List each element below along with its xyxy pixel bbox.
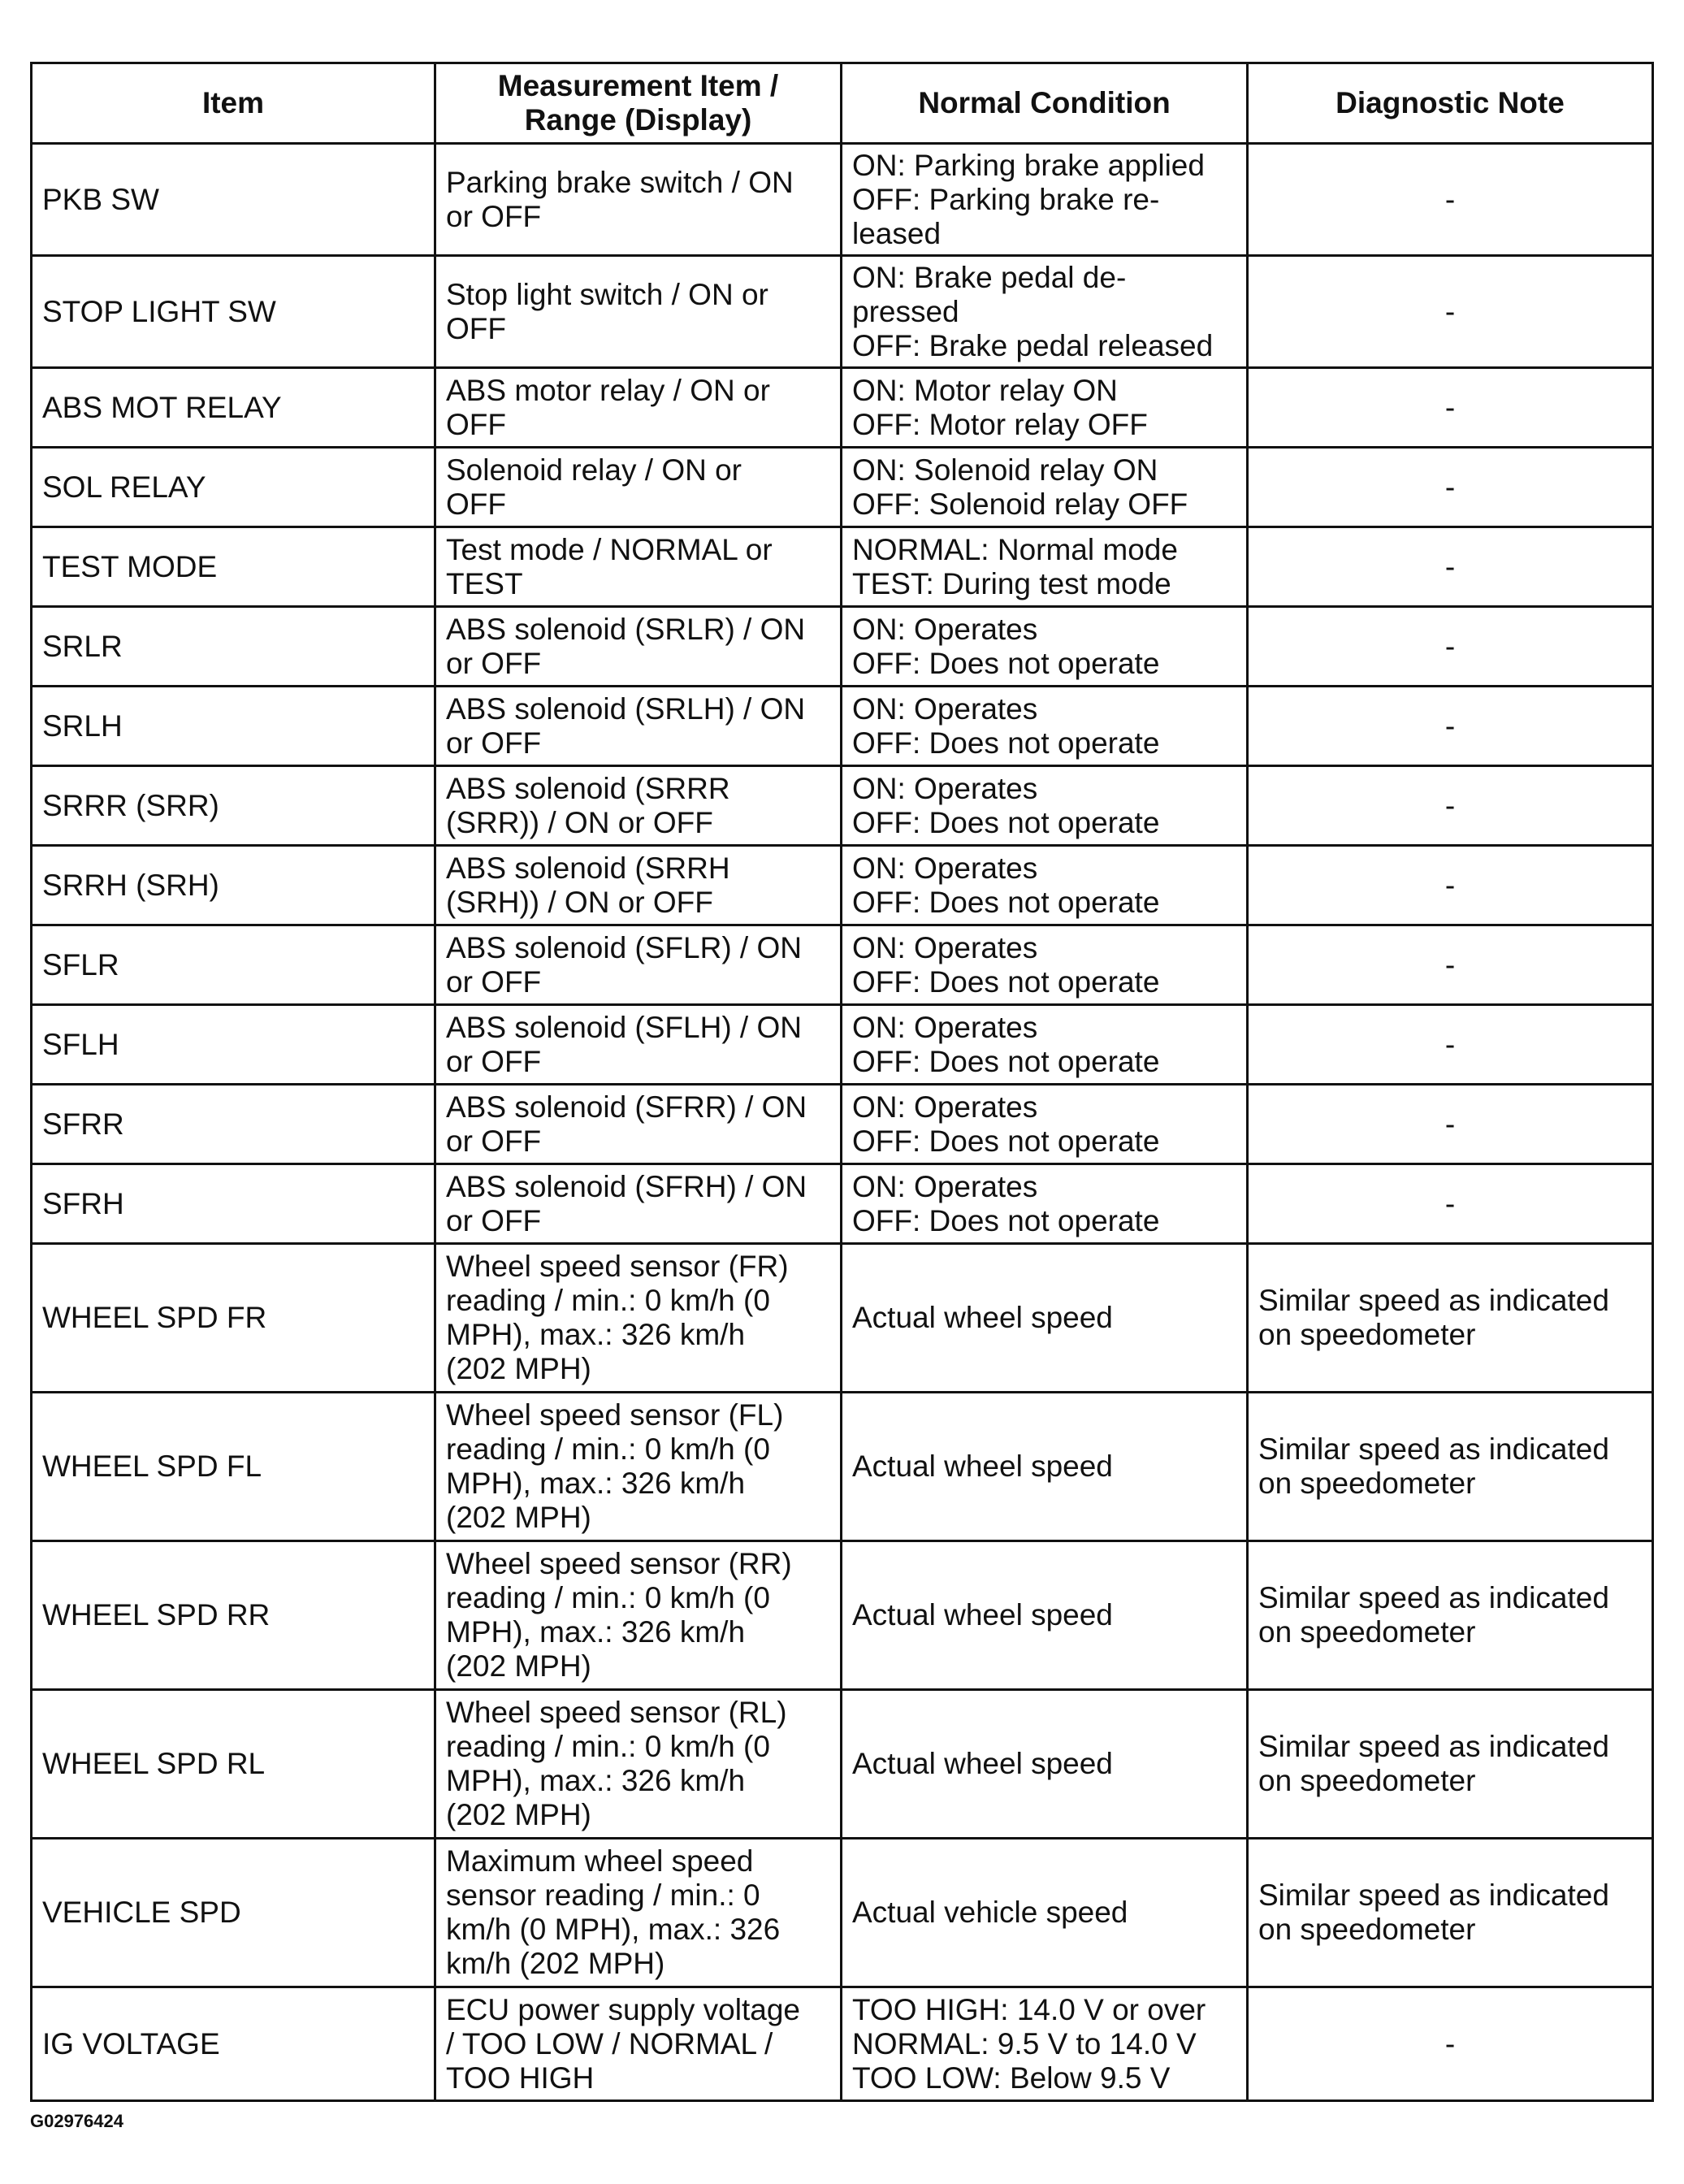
table-header-row	[32, 63, 1653, 144]
cell-diagnostic-note: -	[1248, 448, 1653, 527]
table-row	[32, 256, 1653, 368]
cell-normal-condition: Actual wheel speed	[842, 1244, 1248, 1393]
table-row	[32, 1164, 1653, 1244]
cell-measurement: Parking brake switch / ON or OFF	[435, 144, 842, 256]
cell-measurement: ABS motor relay / ON or OFF	[435, 368, 842, 448]
cell-measurement: ECU power supply voltage / TOO LOW / NORMAL / TOO HIGH	[435, 1987, 842, 2101]
cell-item: IG VOLTAGE	[32, 1987, 435, 2101]
header-normal-condition: Normal Condition	[842, 63, 1248, 144]
cell-normal-condition: ON: Motor relay ON OFF: Motor relay OFF	[842, 368, 1248, 448]
table-row	[32, 368, 1653, 448]
cell-normal-condition: ON: Operates OFF: Does not operate	[842, 1005, 1248, 1085]
cell-measurement: Solenoid relay / ON or OFF	[435, 448, 842, 527]
header-diagnostic-note: Diagnostic Note	[1248, 63, 1653, 144]
cell-measurement: Wheel speed sensor (RR) reading / min.: 0 km/h (0 MPH), max.: 326 km/h (202 MPH)	[435, 1541, 842, 1690]
table-row	[32, 1085, 1653, 1164]
table-row	[32, 925, 1653, 1005]
cell-diagnostic-note: -	[1248, 527, 1653, 607]
figure-code: G02976424	[30, 2111, 123, 2131]
cell-item: WHEEL SPD FR	[32, 1244, 435, 1393]
table-row	[32, 448, 1653, 527]
cell-item: SRLR	[32, 607, 435, 687]
cell-measurement: Maximum wheel speed sensor reading / min.: 0 km/h (0 MPH), max.: 326 km/h (202 MPH)	[435, 1839, 842, 1987]
cell-item: WHEEL SPD FL	[32, 1393, 435, 1541]
table-body	[32, 144, 1653, 2101]
cell-item: SFRR	[32, 1085, 435, 1164]
cell-item: TEST MODE	[32, 527, 435, 607]
diagnostic-data-table	[30, 62, 1654, 2102]
cell-diagnostic-note: -	[1248, 1085, 1653, 1164]
cell-normal-condition: ON: Operates OFF: Does not operate	[842, 687, 1248, 766]
cell-diagnostic-note: -	[1248, 1987, 1653, 2101]
cell-measurement: ABS solenoid (SFLR) / ON or OFF	[435, 925, 842, 1005]
cell-measurement: Wheel speed sensor (RL) reading / min.: 0 km/h (0 MPH), max.: 326 km/h (202 MPH)	[435, 1690, 842, 1839]
table-row	[32, 766, 1653, 846]
cell-measurement: ABS solenoid (SFRR) / ON or OFF	[435, 1085, 842, 1164]
cell-diagnostic-note: -	[1248, 368, 1653, 448]
cell-diagnostic-note: -	[1248, 256, 1653, 368]
cell-diagnostic-note: Similar speed as indicated on speedometer	[1248, 1690, 1653, 1839]
table-row	[32, 687, 1653, 766]
cell-normal-condition: NORMAL: Normal mode TEST: During test mode	[842, 527, 1248, 607]
table-row	[32, 1987, 1653, 2101]
cell-diagnostic-note: -	[1248, 1005, 1653, 1085]
table-row	[32, 1005, 1653, 1085]
cell-diagnostic-note: -	[1248, 144, 1653, 256]
cell-normal-condition: ON: Brake pedal de- pressed OFF: Brake pedal released	[842, 256, 1248, 368]
cell-measurement: Stop light switch / ON or OFF	[435, 256, 842, 368]
cell-normal-condition: ON: Operates OFF: Does not operate	[842, 1085, 1248, 1164]
table-row	[32, 1690, 1653, 1839]
cell-normal-condition: Actual wheel speed	[842, 1690, 1248, 1839]
table-row	[32, 607, 1653, 687]
cell-diagnostic-note: Similar speed as indicated on speedometer	[1248, 1541, 1653, 1690]
header-item: Item	[32, 63, 435, 144]
cell-item: STOP LIGHT SW	[32, 256, 435, 368]
cell-diagnostic-note: -	[1248, 607, 1653, 687]
cell-normal-condition: ON: Operates OFF: Does not operate	[842, 846, 1248, 925]
cell-diagnostic-note: -	[1248, 925, 1653, 1005]
cell-item: WHEEL SPD RR	[32, 1541, 435, 1690]
cell-item: SFLR	[32, 925, 435, 1005]
cell-diagnostic-note: -	[1248, 766, 1653, 846]
table-row	[32, 1839, 1653, 1987]
cell-diagnostic-note: -	[1248, 846, 1653, 925]
cell-item: SFRH	[32, 1164, 435, 1244]
table-row	[32, 1541, 1653, 1690]
cell-measurement: Wheel speed sensor (FR) reading / min.: 0 km/h (0 MPH), max.: 326 km/h (202 MPH)	[435, 1244, 842, 1393]
cell-normal-condition: Actual wheel speed	[842, 1541, 1248, 1690]
cell-measurement: Wheel speed sensor (FL) reading / min.: 0 km/h (0 MPH), max.: 326 km/h (202 MPH)	[435, 1393, 842, 1541]
cell-diagnostic-note: -	[1248, 1164, 1653, 1244]
cell-item: WHEEL SPD RL	[32, 1690, 435, 1839]
cell-normal-condition: ON: Solenoid relay ON OFF: Solenoid relay OFF	[842, 448, 1248, 527]
cell-normal-condition: ON: Operates OFF: Does not operate	[842, 925, 1248, 1005]
table-row	[32, 1393, 1653, 1541]
cell-diagnostic-note: Similar speed as indicated on speedometer	[1248, 1393, 1653, 1541]
document-sheet	[30, 62, 1652, 2102]
cell-item: SRLH	[32, 687, 435, 766]
cell-normal-condition: ON: Operates OFF: Does not operate	[842, 1164, 1248, 1244]
cell-normal-condition: TOO HIGH: 14.0 V or over NORMAL: 9.5 V to 14.0 V TOO LOW: Below 9.5 V	[842, 1987, 1248, 2101]
cell-item: PKB SW	[32, 144, 435, 256]
cell-diagnostic-note: Similar speed as indicated on speedometer	[1248, 1244, 1653, 1393]
cell-measurement: ABS solenoid (SRRH (SRH)) / ON or OFF	[435, 846, 842, 925]
cell-normal-condition: ON: Parking brake applied OFF: Parking brake re- leased	[842, 144, 1248, 256]
cell-normal-condition: ON: Operates OFF: Does not operate	[842, 607, 1248, 687]
cell-measurement: ABS solenoid (SFRH) / ON or OFF	[435, 1164, 842, 1244]
table-row	[32, 527, 1653, 607]
cell-item: SRRH (SRH)	[32, 846, 435, 925]
cell-item: VEHICLE SPD	[32, 1839, 435, 1987]
cell-item: SFLH	[32, 1005, 435, 1085]
cell-normal-condition: Actual wheel speed	[842, 1393, 1248, 1541]
cell-measurement: ABS solenoid (SRRR (SRR)) / ON or OFF	[435, 766, 842, 846]
cell-measurement: ABS solenoid (SFLH) / ON or OFF	[435, 1005, 842, 1085]
cell-measurement: ABS solenoid (SRLR) / ON or OFF	[435, 607, 842, 687]
header-measurement-item: Measurement Item / Range (Display)	[435, 63, 842, 144]
cell-measurement: ABS solenoid (SRLH) / ON or OFF	[435, 687, 842, 766]
table-row	[32, 1244, 1653, 1393]
table-row	[32, 846, 1653, 925]
cell-diagnostic-note: -	[1248, 687, 1653, 766]
table-row	[32, 144, 1653, 256]
cell-item: SOL RELAY	[32, 448, 435, 527]
cell-normal-condition: ON: Operates OFF: Does not operate	[842, 766, 1248, 846]
cell-diagnostic-note: Similar speed as indicated on speedometer	[1248, 1839, 1653, 1987]
cell-item: SRRR (SRR)	[32, 766, 435, 846]
cell-measurement: Test mode / NORMAL or TEST	[435, 527, 842, 607]
cell-normal-condition: Actual vehicle speed	[842, 1839, 1248, 1987]
cell-item: ABS MOT RELAY	[32, 368, 435, 448]
